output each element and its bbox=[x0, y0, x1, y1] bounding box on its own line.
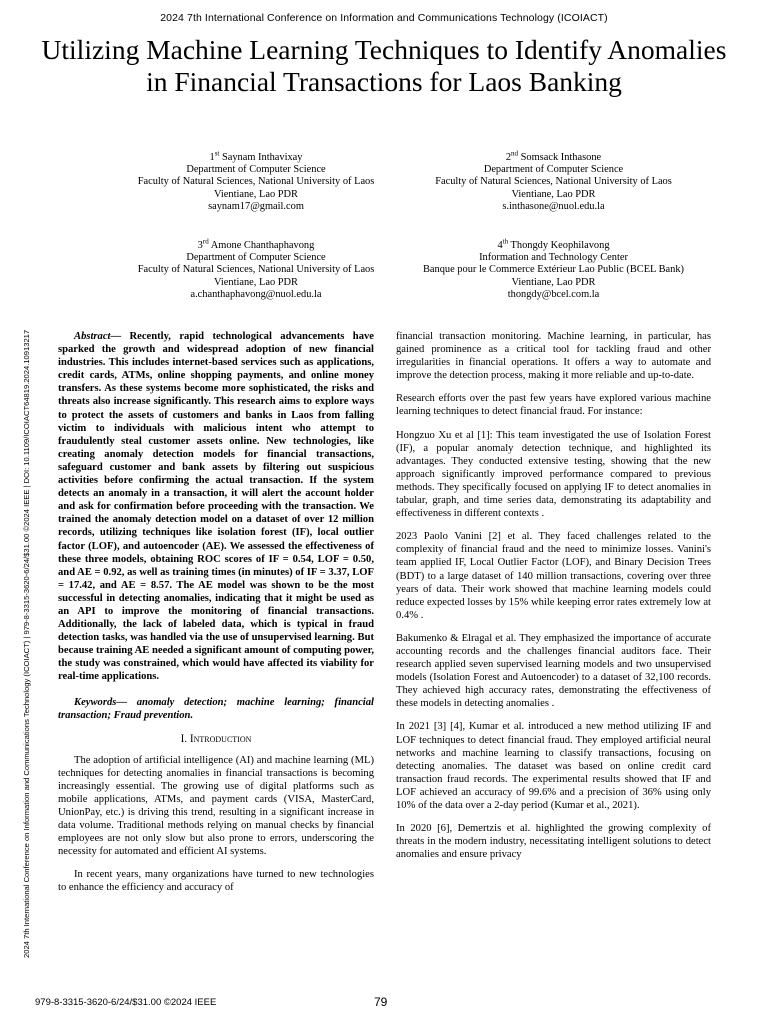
author-email: saynam17@gmail.com bbox=[208, 200, 304, 212]
author-email: s.inthasone@nuol.edu.la bbox=[502, 200, 605, 212]
body-paragraph: Research efforts over the past few years have explored various machine learning techniques to detect financial fraud. For instance: bbox=[396, 393, 711, 418]
body-paragraph: In 2021 [3] [4], Kumar et al. introduced a new method utilizing IF and LOF techniques to detect financial fraud. They employed artificial neural networks and machine learning to classify transactions, focusing on detecting anomalies. The dataset was based on online credit card transaction fraud records. The experimental results showed that IF and LOF achieved an accuracy of 99.6% and a precision of 36% using only 10% of the data over a 2-day period (Kumar et al., 2021). bbox=[396, 721, 711, 811]
abstract bbox=[58, 330, 374, 684]
doi-side-text: 2024 7th International Conference on Information and Communications Technology (ICOIACT) | 979-8-3315-3620-6/24/$31.00 ©2024 IEEE | DOI: 10.1109/ICOIACT64819.2024.10913217 bbox=[22, 329, 31, 958]
keywords: Keywords— anomaly detection; machine learning; financial transaction; Fraud prevention. bbox=[58, 696, 374, 721]
intro-paragraph: The adoption of artificial intelligence (AI) and machine learning (ML) techniques for detecting anomalies in financial transactions is becoming increasingly essential. The growing use of digital platforms such as mobile applications, ATMs, and payment cards (VISA, MasterCard, UnionPay, etc.) is driving this trend, resulting in a significant increase in data volume. Traditional methods relying on manual checks by financial employees are not only slow but also prone to errors, underscoring the necessity for automated and efficient AI systems. bbox=[58, 754, 374, 858]
author-email: thongdy@bcel.com.la bbox=[507, 288, 600, 300]
page-number: 79 bbox=[374, 995, 388, 1009]
left-column bbox=[58, 330, 374, 894]
footer-copyright: 979-8-3315-3620-6/24/$31.00 ©2024 IEEE bbox=[35, 997, 217, 1008]
abstract-label: Abstract bbox=[74, 331, 111, 342]
paper-title: Utilizing Machine Learning Techniques to Identify Anomalies in Financial Transactions for Laos Banking bbox=[41, 34, 727, 97]
author-department: Department of Computer Science bbox=[186, 164, 326, 176]
author-block-2 bbox=[385, 149, 722, 213]
body-paragraph: financial transaction monitoring. Machine learning, in particular, has gained prominence as a critical tool for tackling fraud and other irregularities in financial operations. It offers a way to automate and improve the detection process, making it more reliable and up-to-date. bbox=[396, 331, 711, 382]
author-location: Vientiane, Lao PDR bbox=[214, 188, 298, 200]
body-paragraph: In 2020 [6], Demertzis et al. highlighted the growing complexity of threats in the modern industry, necessitating intelligent solutions to detect anomalies and ensure privacy bbox=[396, 823, 711, 861]
abstract-text: — Recently, rapid technological advancements have sparked the growth and widespread adoption of new financial industries. This includes internet-based services such as applications, credit cards, ATMs, online shopping payments, and online money transfers. As these systems become more sophisticated, the risks and threats also increase significantly. This research aims to explore ways to protect the assets of customers and banks in Laos from falling victim to individuals with malicious intent who attempt to fraudulently steal customer assets online. New technologies, like creating anomaly detection models for financial transactions, safeguard customer and bank assets by filtering out suspicious activities before confirming the actual transaction. If the system detects an anomaly in a transaction, it will alert the account holder and ask for confirmation before proceeding with the transaction. We trained the anomaly detection model on a dataset of over 12 million records, utilizing techniques like isolation forest (IF), local outlier factor (LOF), and autoencoder (AE). We assessed the effectiveness of these three models, obtaining ROC scores of IF = 0.54, LOF = 0.50, and AE = 0.92, as well as training times (in minutes) of IF = 3.37, LOF = 17.42, and AE = 8.57. The AE model was shown to be the most successful in detecting anomalies, indicating that it might be used as an API to improve the monitoring of financial transactions. Additionally, the lack of labeled data, which is typical in fraud detection tasks, was handled via the use of unsupervised learning. But because training AE needed a significant amount of computing power, the study was constrained, which would have affected its viability for real-time applications. bbox=[58, 331, 374, 683]
body-paragraph: Hongzuo Xu et al [1]: This team investigated the use of Isolation Forest (IF), a popular anomaly detection technique, and highlighted its advantages. They conducted extensive testing, showing that the new approach significantly improved performance compared to previous methods. They specifically focused on applying IF to detect anomalies in tabular, graph, and time series data, demonstrating its adaptability and effectiveness in different contexts . bbox=[396, 429, 711, 520]
right-column bbox=[396, 330, 711, 861]
author-department: Department of Computer Science bbox=[483, 164, 624, 176]
author-faculty: Faculty of Natural Sciences, National University of Laos bbox=[137, 176, 375, 188]
author-location: Vientiane, Lao PDR bbox=[214, 276, 298, 288]
author-location: Vientiane, Lao PDR bbox=[511, 188, 596, 200]
author-email: a.chanthaphavong@nuol.edu.la bbox=[190, 288, 322, 300]
author-name: 1st Saynam Inthavixay bbox=[209, 149, 303, 163]
author-location: Vientiane, Lao PDR bbox=[511, 276, 596, 288]
body-paragraph: 2023 Paolo Vanini [2] et al. They faced challenges related to the complexity of financial fraud and the need to minimize losses. Vanini's team applied IF, Local Outlier Factor (LOF), and Binary Decision Trees (BDT) to a large dataset of 140 million transactions, covering over three years of data. Their work showed that machine learning models could reduce expected losses by 15% while keeping error rates extremely low at 0.4% . bbox=[396, 531, 711, 621]
author-name: 2nd Somsack Inthasone bbox=[505, 149, 602, 163]
author-faculty: Faculty of Natural Sciences, National University of Laos bbox=[435, 176, 672, 188]
author-block-3 bbox=[95, 237, 417, 301]
section-heading: I. Introduction bbox=[180, 732, 252, 745]
author-name: 4th Thongdy Keophilavong bbox=[497, 237, 610, 251]
author-block-1 bbox=[95, 149, 417, 213]
author-department: Department of Computer Science bbox=[186, 252, 326, 264]
author-name: 3rd Amone Chanthaphavong bbox=[197, 237, 315, 251]
intro-paragraph: In recent years, many organizations have turned to new technologies to enhance the efficiency and accuracy of bbox=[58, 868, 374, 893]
author-faculty: Banque pour le Commerce Extérieur Lao Public (BCEL Bank) bbox=[422, 264, 685, 276]
conference-header: 2024 7th International Conference on Information and Communications Technology (ICOIACT) bbox=[160, 12, 608, 24]
body-paragraph: Bakumenko & Elragal et al. They emphasized the importance of accurate accounting records and the challenges financial auditors face. Their research applied seven supervised learning models and two unsupervised models (Isolation Forest and Autoencoder) to a dataset of 32,100 records. They achieved high accuracy rates, demonstrating the effectiveness of these models in detecting anomalies . bbox=[396, 632, 711, 710]
author-department: Information and Technology Center bbox=[479, 252, 628, 264]
author-faculty: Faculty of Natural Sciences, National University of Laos bbox=[137, 264, 375, 276]
author-block-4 bbox=[385, 237, 722, 301]
